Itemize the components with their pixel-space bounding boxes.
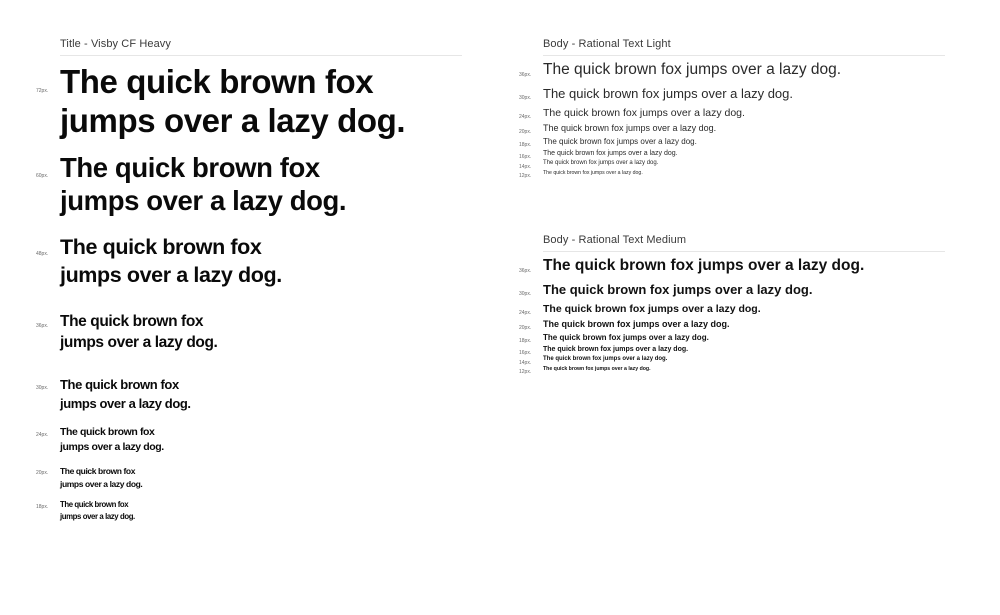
- size-label: 36px.: [519, 268, 532, 274]
- title-sample-18: [60, 499, 135, 523]
- size-label: 18px.: [519, 142, 532, 148]
- body-medium-sample-24: The quick brown fox jumps over a lazy dog.: [543, 303, 761, 315]
- sample-line: The quick brown fox: [60, 500, 129, 509]
- sample-line: jumps over a lazy dog.: [60, 441, 164, 453]
- body-medium-sample-16: The quick brown fox jumps over a lazy dog.: [543, 346, 689, 353]
- body-medium-sample-36: The quick brown fox jumps over a lazy dog.: [543, 257, 865, 274]
- body-medium-sample-18: The quick brown fox jumps over a lazy dog.: [543, 333, 709, 342]
- size-label: 24px.: [519, 114, 532, 120]
- sample-line: jumps over a lazy dog.: [60, 185, 347, 216]
- size-label: 20px.: [519, 325, 532, 331]
- body-light-sample-30: The quick brown fox jumps over a lazy dog.: [543, 86, 794, 101]
- size-label: 14px.: [519, 164, 532, 170]
- size-label: 60px.: [36, 173, 49, 179]
- sample-line: jumps over a lazy dog.: [60, 512, 135, 521]
- size-label: 18px.: [519, 338, 532, 344]
- body-light-sample-14: The quick brown fox jumps over a lazy dog.: [543, 160, 659, 166]
- size-label: 16px.: [519, 350, 532, 356]
- sample-line: The quick brown fox: [60, 426, 155, 438]
- size-label: 30px.: [36, 385, 49, 391]
- title-sample-30: [60, 375, 191, 413]
- size-label: 30px.: [519, 95, 532, 101]
- title-section-heading: Title - Visby CF Heavy: [60, 38, 462, 56]
- sample-line: The quick brown fox: [60, 377, 179, 392]
- body-medium-sample-30: The quick brown fox jumps over a lazy dog.: [543, 282, 813, 297]
- body-light-sample-16: The quick brown fox jumps over a lazy dog.: [543, 150, 678, 157]
- sample-line: jumps over a lazy dog.: [60, 479, 143, 489]
- size-label: 30px.: [519, 291, 532, 297]
- body-light-section: [543, 38, 945, 56]
- size-label: 72px.: [36, 88, 49, 94]
- sample-line: The quick brown fox: [60, 63, 374, 100]
- size-label: 16px.: [519, 154, 532, 160]
- size-label: 48px.: [36, 251, 49, 257]
- body-light-sample-20: The quick brown fox jumps over a lazy dog.: [543, 123, 717, 133]
- size-label: 20px.: [36, 470, 49, 476]
- size-label: 18px.: [36, 504, 49, 510]
- sample-line: jumps over a lazy dog.: [60, 334, 218, 351]
- sample-line: jumps over a lazy dog.: [60, 263, 282, 287]
- title-section: [60, 38, 462, 56]
- body-medium-sample-12: The quick brown fox jumps over a lazy dog.: [543, 366, 651, 372]
- body-medium-sample-20: The quick brown fox jumps over a lazy dog.: [543, 319, 730, 329]
- sample-line: The quick brown fox: [60, 152, 320, 183]
- sample-line: The quick brown fox: [60, 313, 204, 330]
- size-label: 36px.: [519, 72, 532, 78]
- size-label: 24px.: [519, 310, 532, 316]
- sample-line: The quick brown fox: [60, 235, 262, 259]
- body-medium-section: [543, 234, 945, 252]
- title-sample-24: [60, 425, 164, 455]
- sample-line: jumps over a lazy dog.: [60, 396, 191, 411]
- sample-line: jumps over a lazy dog.: [60, 102, 406, 139]
- title-sample-20: [60, 465, 142, 491]
- body-light-sample-24: The quick brown fox jumps over a lazy dog.: [543, 107, 745, 119]
- body-medium-sample-14: The quick brown fox jumps over a lazy dog.: [543, 356, 668, 362]
- body-light-heading: Body - Rational Text Light: [543, 38, 945, 56]
- size-label: 20px.: [519, 129, 532, 135]
- title-sample-72: [60, 62, 405, 140]
- body-medium-heading: Body - Rational Text Medium: [543, 234, 945, 252]
- size-label: 12px.: [519, 173, 532, 179]
- size-label: 14px.: [519, 360, 532, 366]
- title-sample-60: [60, 151, 346, 217]
- title-sample-36: [60, 311, 217, 353]
- size-label: 36px.: [36, 323, 49, 329]
- size-label: 12px.: [519, 369, 532, 375]
- body-light-sample-12: The quick brown fox jumps over a lazy dog.: [543, 170, 643, 176]
- body-light-sample-18: The quick brown fox jumps over a lazy dog.: [543, 137, 697, 146]
- title-sample-48: [60, 233, 282, 289]
- size-label: 24px.: [36, 432, 49, 438]
- sample-line: The quick brown fox: [60, 466, 136, 476]
- body-light-sample-36: The quick brown fox jumps over a lazy dog.: [543, 61, 842, 78]
